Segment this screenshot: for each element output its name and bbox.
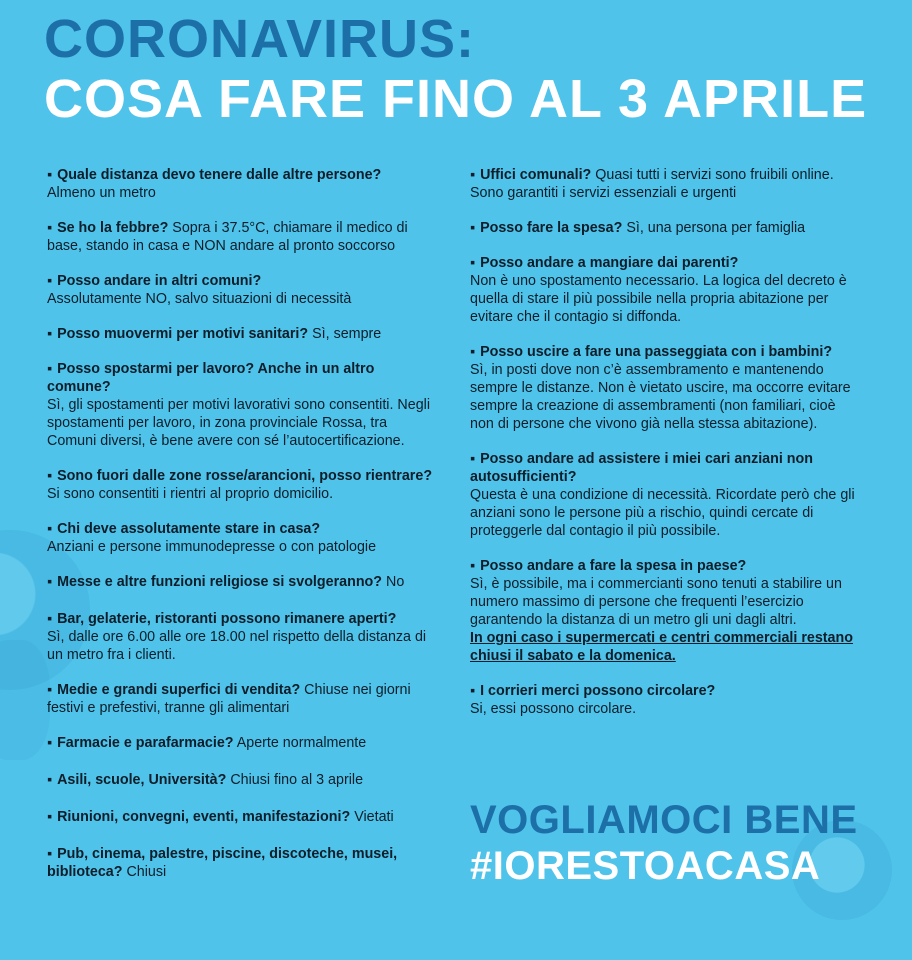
faq-question: ▪ Uffici comunali?: [470, 167, 591, 183]
faq-question: ▪ Medie e grandi superfici di vendita?: [47, 682, 300, 698]
coronavirus-icon: [0, 640, 50, 760]
faq-item: [47, 325, 437, 343]
faq-column-right: [470, 166, 858, 735]
faq-answer: Si, essi possono circolare.: [470, 701, 637, 717]
faq-item: [470, 682, 858, 718]
faq-item: [47, 771, 437, 789]
faq-item: [47, 360, 437, 450]
title-line-2: COSA FARE FINO AL 3 APRILE: [44, 69, 868, 129]
faq-item: [47, 166, 437, 202]
faq-question: ▪ I corrieri merci possono circolare?: [470, 683, 715, 699]
faq-answer: Vietati: [354, 809, 394, 825]
faq-item: [470, 166, 858, 202]
faq-answer: Sì, una persona per famiglia: [626, 220, 806, 236]
faq-answer: Anziani e persone immunodepresse o con patologie: [47, 539, 377, 555]
faq-item: [47, 734, 437, 752]
faq-question: ▪ Posso andare a fare la spesa in paese?: [470, 558, 746, 574]
faq-question: ▪ Farmacie e parafarmacie?: [47, 735, 234, 751]
faq-question: ▪ Asili, scuole, Università?: [47, 772, 226, 788]
faq-item: [470, 343, 858, 433]
title-line-1: CORONAVIRUS:: [44, 9, 476, 69]
hashtag: #IORESTOACASA: [470, 844, 821, 888]
faq-item: [470, 254, 858, 326]
faq-question: ▪ Quale distanza devo tenere dalle altre persone?: [47, 167, 381, 183]
faq-answer: Almeno un metro: [47, 185, 156, 201]
faq-question: ▪ Posso uscire a fare una passeggiata con i bambini?: [470, 344, 832, 360]
faq-question: ▪ Posso fare la spesa?: [470, 220, 622, 236]
faq-answer: Aperte normalmente: [236, 735, 367, 751]
faq-question: ▪ Posso andare in altri comuni?: [47, 273, 261, 289]
faq-question: ▪ Messe e altre funzioni religiose si svolgeranno?: [47, 574, 382, 590]
faq-question: ▪ Chi deve assolutamente stare in casa?: [47, 521, 320, 537]
faq-item: [47, 845, 437, 881]
slogan-line-1: VOGLIAMOCI BENE: [470, 798, 858, 842]
faq-item: [47, 467, 437, 503]
faq-question: ▪ Posso andare a mangiare dai parenti?: [470, 255, 738, 271]
faq-answer: Sì, in posti dove non c’è assembramento e mantenendo sempre le distanze. Non è vietato uscire, ma occorre evitare sempre la creazione di assembramenti (non familiari, cioè non di persone che vivono già nella stessa abitazione).: [470, 362, 851, 432]
faq-item: [47, 681, 437, 717]
faq-question: ▪ Posso muovermi per motivi sanitari?: [47, 326, 308, 342]
faq-item: [47, 219, 437, 255]
faq-answer: Sì, è possibile, ma i commercianti sono tenuti a stabilire un numero massimo di persone che frequenti l’esercizio garantendo la distanza di un metro gli uni dagli altri.: [470, 576, 842, 628]
faq-answer: Quasi tutti i servizi sono fruibili online. Sono garantiti i servizi essenziali e urgenti: [470, 167, 834, 201]
faq-question: ▪ Posso andare ad assistere i miei cari anziani non autosufficienti?: [470, 451, 813, 485]
faq-answer: No: [386, 574, 405, 590]
faq-column-left: [47, 166, 437, 898]
faq-answer: Non è uno spostamento necessario. La logica del decreto è quella di stare il più possibile nella propria abitazione per evitare che il contagio si diffonda.: [470, 273, 847, 325]
faq-question: ▪ Posso spostarmi per lavoro? Anche in un altro comune?: [47, 361, 374, 395]
faq-question: ▪ Sono fuori dalle zone rosse/arancioni, posso rientrare?: [47, 468, 432, 484]
faq-question: ▪ Bar, gelaterie, ristoranti possono rimanere aperti?: [47, 611, 396, 627]
faq-note: In ogni caso i supermercati e centri commerciali restano chiusi il sabato e la domenica.: [470, 630, 853, 664]
faq-answer: Sì, sempre: [312, 326, 382, 342]
faq-answer: Assolutamente NO, salvo situazioni di necessità: [47, 291, 352, 307]
faq-answer: Questa è una condizione di necessità. Ricordate però che gli anziani sono le persone più a rischio, quindi cercate di proteggerle dal contagio il più possibile.: [470, 487, 855, 539]
poster-title: [44, 9, 868, 129]
faq-question: ▪ Se ho la febbre?: [47, 220, 168, 236]
faq-item: [47, 520, 437, 556]
faq-answer: Sopra i 37.5°C, chiamare il medico di base, stando in casa e NON andare al pronto soccorso: [47, 220, 408, 254]
faq-item: [47, 610, 437, 664]
faq-question: ▪ Pub, cinema, palestre, piscine, discoteche, musei, biblioteca?: [47, 846, 397, 880]
faq-item: [47, 808, 437, 826]
faq-answer: Chiusi fino al 3 aprile: [230, 772, 364, 788]
faq-item: [470, 450, 858, 540]
footer-slogan: [470, 800, 858, 886]
faq-answer: Sì, gli spostamenti per motivi lavorativi sono consentiti. Negli spostamenti per lavoro, in zona provinciale Rossa, tra Comuni diversi, è bene avere con sé l’autocertificazione.: [47, 397, 431, 449]
faq-item: [47, 573, 437, 591]
faq-answer: Sì, dalle ore 6.00 alle ore 18.00 nel rispetto della distanza di un metro fra i clienti.: [47, 629, 427, 663]
faq-item: [47, 272, 437, 308]
faq-item: [470, 219, 858, 237]
faq-answer: Si sono consentiti i rientri al proprio domicilio.: [47, 486, 334, 502]
faq-question: ▪ Riunioni, convegni, eventi, manifestazioni?: [47, 809, 350, 825]
faq-answer: Chiuse nei giorni festivi e prefestivi, tranne gli alimentari: [47, 682, 411, 716]
faq-answer: Chiusi: [126, 864, 167, 880]
faq-item: [470, 557, 858, 665]
